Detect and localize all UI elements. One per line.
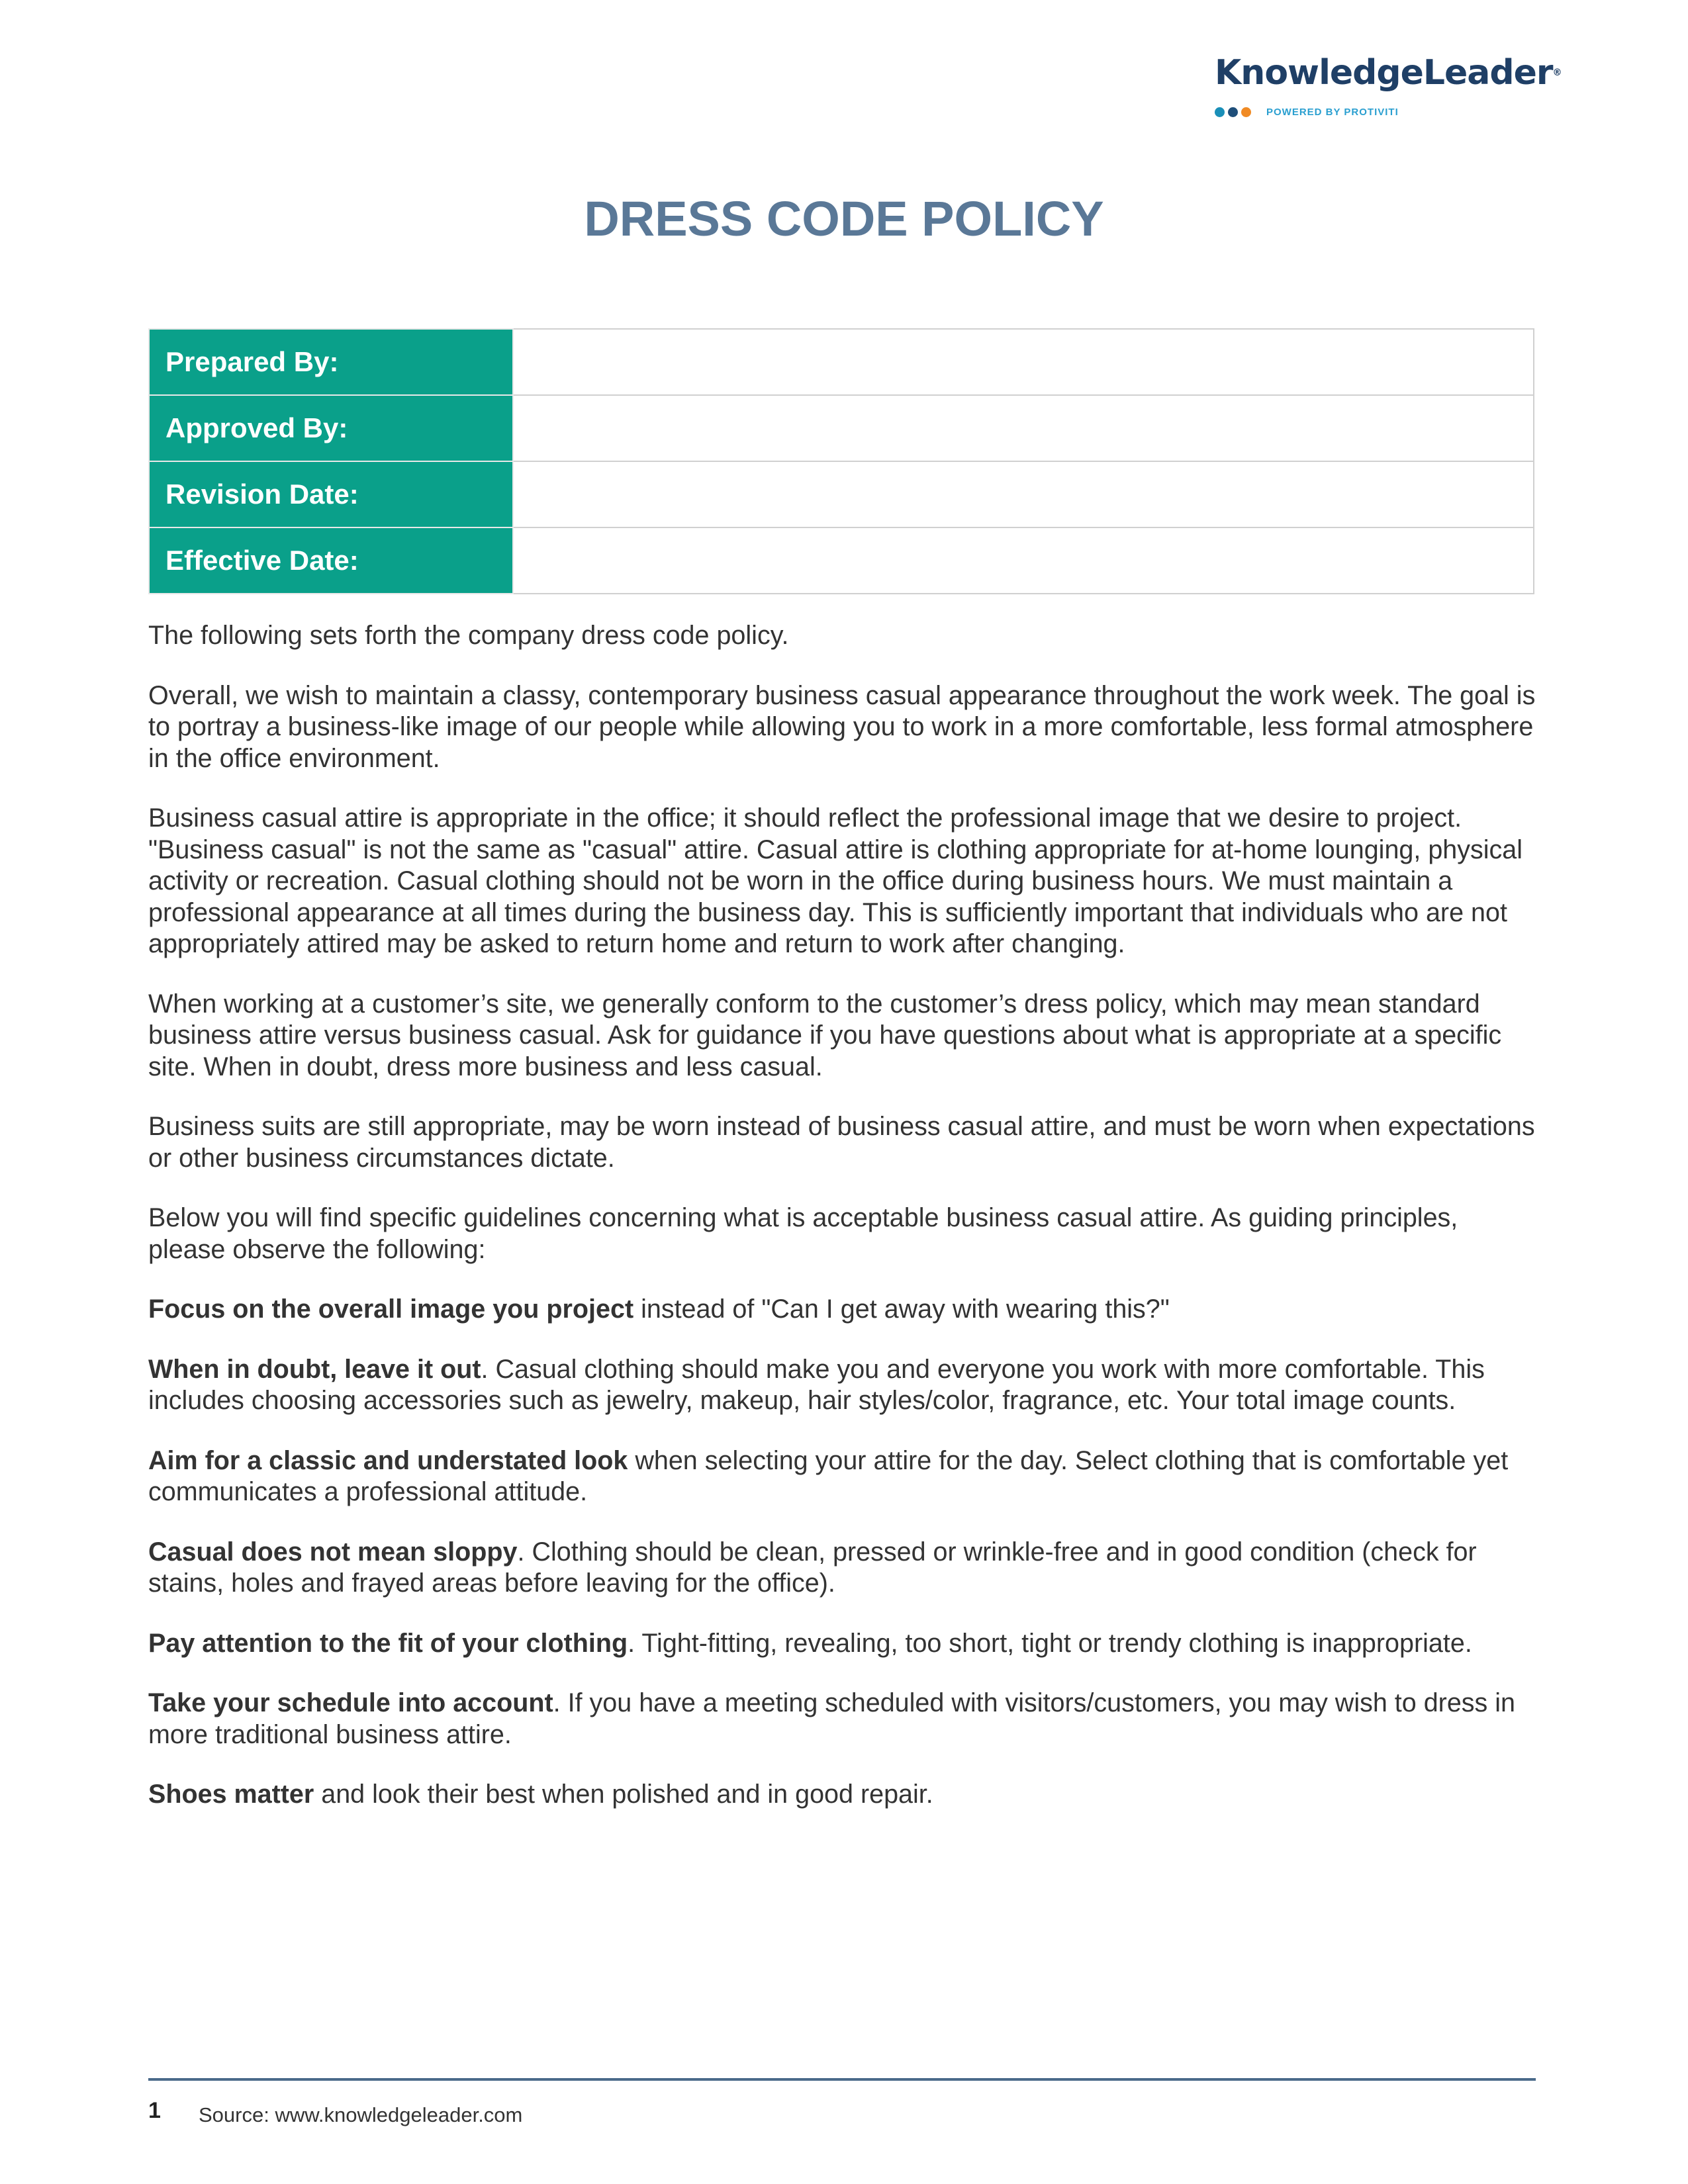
guideline-heading: Take your schedule into account [148, 1688, 553, 1717]
guideline-item [148, 1628, 1538, 1660]
guideline-item [148, 1779, 1538, 1811]
approved-by-label: Approved By: [149, 395, 513, 461]
registered-mark: ® [1552, 68, 1562, 78]
revision-date-label: Revision Date: [149, 461, 513, 527]
intro-paragraph: The following sets forth the company dress code policy. [148, 621, 789, 650]
table-row [149, 461, 1534, 527]
revision-date-field[interactable] [513, 461, 1534, 527]
logo-tagline [1215, 105, 1532, 119]
guideline-text: . Clothing should be clean, pressed or wrinkle-free and in good condition (check for stains, holes and frayed areas before leaving for the office). [148, 1537, 1477, 1598]
policy-body [148, 620, 1538, 1839]
document-info-table [148, 328, 1534, 594]
business-suits-paragraph: Business suits are still appropriate, may be worn instead of business casual attire, and must be worn when expectations or other business circumstances dictate. [148, 1112, 1535, 1173]
guideline-item [148, 1445, 1538, 1508]
table-row [149, 527, 1534, 594]
guideline-text: . Tight-fitting, revealing, too short, tight or trendy clothing is inappropriate. [628, 1628, 1472, 1658]
page-number: 1 [148, 2098, 161, 2123]
powered-by-text: POWERED BY PROTIVITI [1266, 106, 1399, 118]
footer-divider [148, 2078, 1536, 2081]
prepared-by-field[interactable] [513, 329, 1534, 395]
guideline-item [148, 1354, 1538, 1417]
guideline-text: when selecting your attire for the day. Select clothing that is comfortable yet communicates a professional attitude. [148, 1445, 1509, 1506]
guideline-text: and look their best when polished and in good repair. [314, 1780, 933, 1809]
guideline-text: instead of "Can I get away with wearing this?" [633, 1295, 1170, 1324]
logo-name: KnowledgeLeader [1215, 53, 1553, 93]
overview-paragraph: Overall, we wish to maintain a classy, contemporary business casual appearance throughout the work week. The goal is to portray a business-like image of our people while allowing you to work in a more comfortable, less formal atmosphere in the office environment. [148, 680, 1536, 773]
guideline-item [148, 1537, 1538, 1600]
guideline-heading: Aim for a classic and understated look [148, 1445, 628, 1475]
prepared-by-label: Prepared By: [149, 329, 513, 395]
logo-dot-icon [1241, 107, 1251, 117]
guideline-heading: Casual does not mean sloppy [148, 1537, 518, 1567]
effective-date-field[interactable] [513, 527, 1534, 594]
guideline-heading: Shoes matter [148, 1780, 314, 1809]
guideline-item [148, 1294, 1538, 1326]
guideline-heading: When in doubt, leave it out [148, 1354, 481, 1384]
source-citation: Source: www.knowledgeleader.com [199, 2103, 523, 2126]
guideline-text: . Casual clothing should make you and everyone you work with more comfortable. This includes choosing accessories such as jewelry, makeup, hair styles/color, fragrance, etc. Your total image counts. [148, 1354, 1485, 1415]
effective-date-label: Effective Date: [149, 527, 513, 594]
customer-site-paragraph: When working at a customer’s site, we generally conform to the customer’s dress policy, which may mean standard business attire versus business casual. Ask for guidance if you have questions about what is appropriate at a specific site. When in doubt, dress more business and less casual. [148, 989, 1502, 1081]
page-title: DRESS CODE POLICY [584, 191, 1104, 246]
logo-dot-icon [1228, 107, 1238, 117]
guideline-text: . If you have a meeting scheduled with visitors/customers, you may wish to dress in more traditional business attire. [148, 1688, 1516, 1749]
approved-by-field[interactable] [513, 395, 1534, 461]
guideline-item [148, 1688, 1538, 1751]
table-row [149, 395, 1534, 461]
guideline-heading: Focus on the overall image you project [148, 1295, 634, 1324]
guideline-heading: Pay attention to the fit of your clothing [148, 1628, 628, 1658]
table-row [149, 329, 1534, 395]
business-casual-paragraph: Business casual attire is appropriate in the office; it should reflect the professional image that we desire to project. "Business casual" is not the same as "casual" attire. Casual attire is clothing appropriate for at-home lounging, physical activity or recreation. Casual clothing should not be worn in the office during business hours. We must maintain a professional appearance at all times during the business day. This is sufficiently important that individuals who are not appropriately attired may be asked to return home and return to work after changing. [148, 803, 1523, 958]
guidelines-intro-paragraph: Below you will find specific guidelines concerning what is acceptable business casual attire. As guiding principles, please observe the following: [148, 1203, 1458, 1264]
knowledgeleader-logo [1215, 53, 1562, 119]
logo-dot-icon [1215, 107, 1225, 117]
